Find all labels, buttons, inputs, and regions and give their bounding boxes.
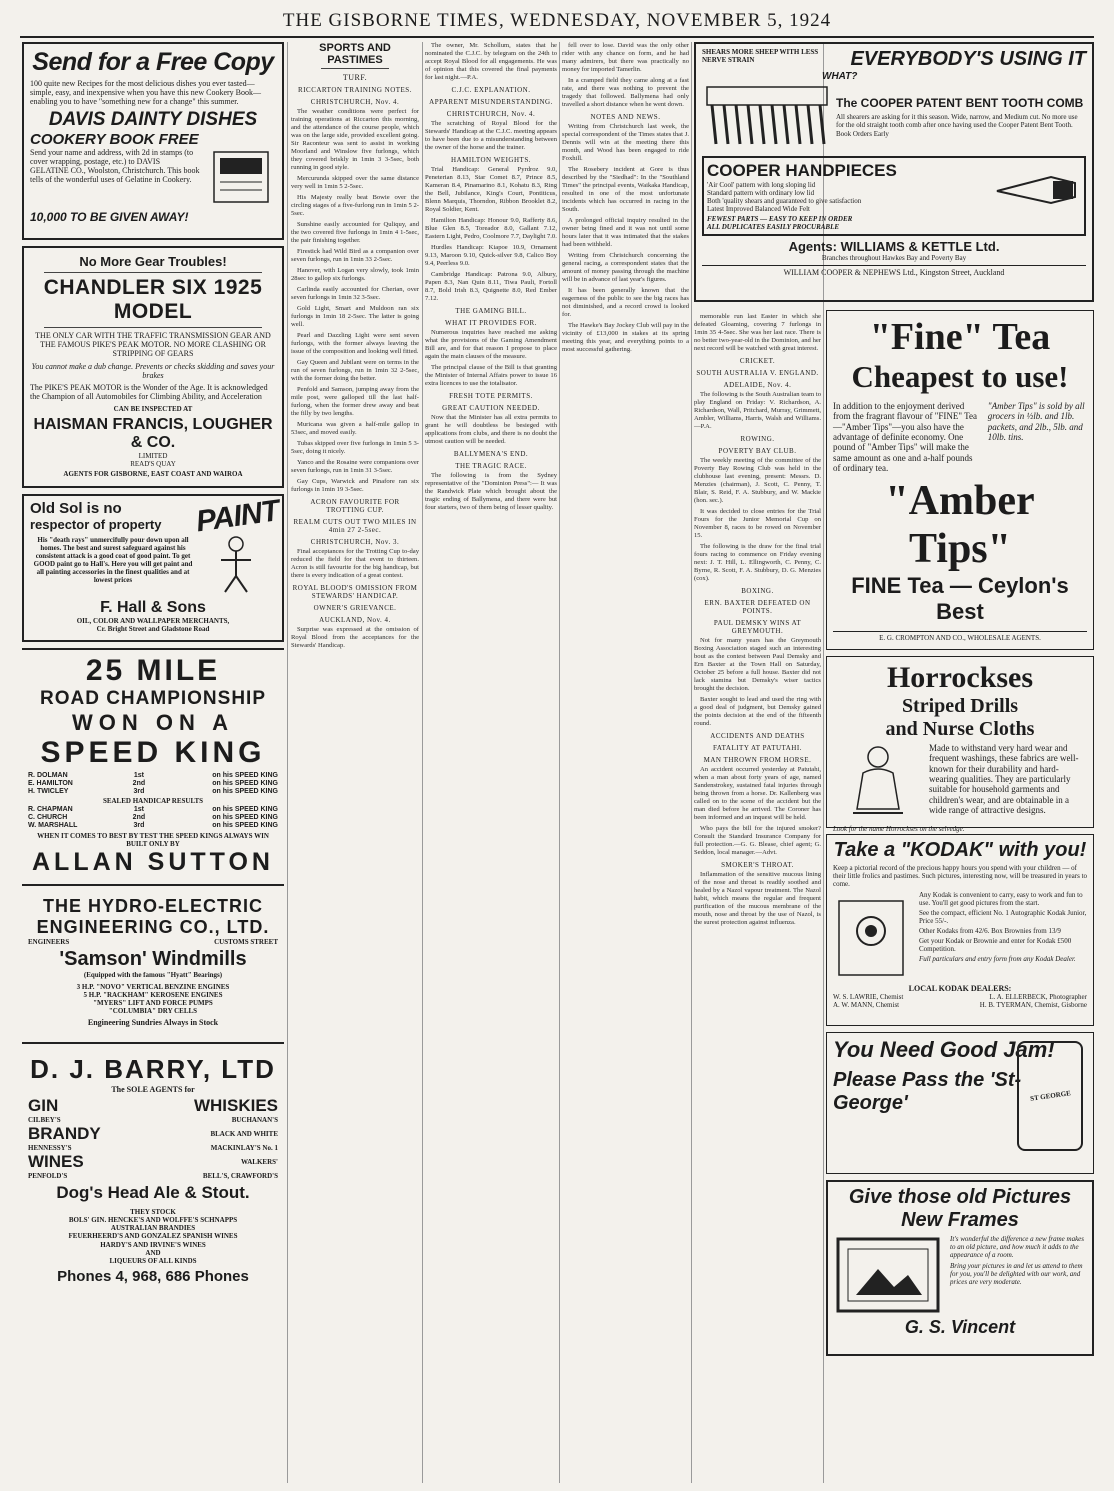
column-1 bbox=[22, 42, 284, 1483]
masthead bbox=[20, 8, 1094, 38]
paint-ad: Old Sol is no respector of property His "death rays" unmercifully pour down upon all homes. The best and surest safeguard against his consistent attack is a good coat of good paint. To get GOOD paint go to Hall's. Here you will get paint and all painting accessories in the finest qualities and at lowest prices PAINT F. Hall & Sons OIL, COLOR AND WALLPAPER MERCHANTS, Cr. Bright Street and Gladstone Road bbox=[22, 494, 284, 642]
davis-ad: Send for a Free Copy 100 quite new Recipes for the most delicious dishes you ever tasted— simple, easy, and inexpensive when you have this new Cookery Book— enabling you to have "something new for a change" this summer. DAVIS DAINTY DISHES COOKERY BOOK FREE Send your name and address, with 2d in stamps (to cover wrapping, postage, etc.) to DAVIS GELATINE CO., Woolston, Christchurch. This book tells of the wonderful uses of Gelatine in Cookery. 10,000 TO BE GIVEN AWAY! bbox=[22, 42, 284, 240]
tea-ad: "Fine" Tea Cheapest to use! In addition to the enjoyment derived from the fragrant flavour of "FINE" Tea—"Amber Tips"—you also have the advantage of definite economy. One pound of "Amber Tips" will make the same amount as one and a-half pounds of ordinary tea. "Amber Tips" is sold by all grocers in ½lb. and 1lb. packets, and 2lb., 5lb. and 10lb. tins. "Amber Tips" FINE Tea — Ceylon's Best E. G. CROMPTON AND CO., WHOLESALE AGENTS. bbox=[826, 310, 1094, 650]
speed-result-row: R. DOLMAN 1st on his SPEED KING bbox=[28, 772, 278, 779]
chandler-ad: No More Gear Troubles! CHANDLER SIX 1925 MODEL THE ONLY CAR WITH THE TRAFFIC TRANSMISSION GEAR AND THE FAMOUS PIKE'S PEAK MOTOR. NO MORE CLASHING OR STRIPPING OF GEARS You cannot make a dub change. Prevents or checks skidding and saves your brakes The PIKE'S PEAK MOTOR is the Wonder of the Age. It is acknowledged the Champion of all Automobiles for Climbing Ability, and Acceleration CAN BE INSPECTED AT HAISMAN FRANCIS, LOUGHER & CO. LIMITED READ'S QUAY AGENTS FOR GISBORNE, EAST COAST AND WAIROA bbox=[22, 246, 284, 488]
child-figure-icon bbox=[833, 743, 923, 823]
kodak-ad: Take a "KODAK" with you! Keep a pictorial record of the precious happy hours you spend with your children — of their little frolics and pastimes. Such pictures, interesting now, will be treasured in years to come. Any Kodak is convenient to carry, easy to work and fun to use. You'll get good pictures from the start. See the compact, efficient No. 1 Autographic Kodak Junior, Price 55/-. Other Kodaks from 42/6. Box Brownies from 13/9 Get your Kodak or Brownie and enter for Kodak £500 Competition. Full particulars and entry form from any Kodak Dealer. LOCAL KODAK DEALERS: W. S. LAWRIE, Chemist L. A. ELLERBECK, Photographer A. W. MANN, Chemist H. B. TYERMAN, Chemist, Gisborne bbox=[826, 834, 1094, 1026]
column-5: memorable run last Easter in which she defeated Gloaming, covering 7 furlongs in 1min 35 4-5sec. She was her last race. There is no better two-year-old in the Dominion, and her next record will be watched with great interest. CRICKET. SOUTH AUSTRALIA V. ENGLAND. ADELAIDE, Nov. 4. The following is the South Australian team to play England on Friday: V. Richardson, A. Richardson, Wall, Pritchard, Murray, Grimmett, Ambler, Williams, Harris, Walsh and Williams.—P.A. ROWING. POVERTY BAY CLUB. The weekly meeting of the committee of the Poverty Bay Rowing Club was held in the clubhouse last evening, present: Messrs. D. Menzies (chairman), J. Scott, C. Penny, T. Blair, S. Reid, F. A. Stubbury, and W. Mackie (hon. sec.). It was decided to close entries for the Trial Fours for the Junior Memorial Cup on November 8, races to be rowed on November 15. The following is the draw for the final trial fours racing to commence on Friday evening next: J. T. Hill, L. Ellingworth, C. Penny, C. Byrne, R. Scott, F. A. Stubbury, D. G. Menzies (cox). BOXING. ERN. BAXTER DEFEATED ON POINTS. PAUL DEMSKY WINS AT GREYMOUTH. Not for many years has the Greymouth Boxing Association staged such an interesting bout as the contest between Paul Demsky and Ern Baxter at the Town Hall on Saturday, October 25 before a full house. Baxter did not lack stamina but Demsky's wiser tactics brought the decision. Baxter sought to lead and used the ring with a good deal of judgment, but Demsky gained the points decision at the end of the fifteenth round. ACCIDENTS AND DEATHS FATALITY AT PATUTAHI. MAN THROWN FROM HORSE. An accident occurred yesterday at Patutahi, when a man about forty years of age, named Sandenstrokey, sustained fatal injuries through being thrown from a horse. Dr. Kallenberg was called on to the scene of the accident but the man died before he arrived. The Coroner has been informed and an inquest will be held. Who pays the bill for the injured smoker? Consult the Standard Insurance Company for full protection.—G. G. Blease, chief agent; G. Seddon, local manager.—Advt. SMOKER'S THROAT. Inflammation of the sensitive mucous lining of the nose and throat is readily soothed and healed by a Nazol vapour treatment. The Nazol habit, which means the regular and frequent purification of the mucous membrane of the mouth, nose and throat by the use of Nazol, is the surest protection against influenza. bbox=[694, 313, 821, 926]
paint-word: PAINT bbox=[194, 494, 281, 539]
comb-icon bbox=[702, 82, 832, 152]
speed-result-row: R. CHAPMAN 1st on his SPEED KING bbox=[28, 806, 278, 814]
davis-headline: Send for a Free Copy bbox=[32, 48, 274, 76]
kodak-camera-icon bbox=[833, 891, 913, 981]
speed-result-row: C. CHURCH 2nd on his SPEED KING bbox=[28, 814, 278, 822]
speed-king-ad: 25 MILE ROAD CHAMPIONSHIP WON ON A SPEED KING R. DOLMAN 1st on his SPEED KING E. HAMILTON 2nd on his SPEED KING H. TWICLEY 3rd on his SPEED KING SEALED HANDICAP RESULTS R. CHAPMAN 1st on his SPEED KING C. CHURCH 2nd on his SPEED KING W. MARSHALL 3rd on his SPEED KING WHEN IT COMES TO BEST BY TEST THE SPEED KINGS ALWAYS WIN BUILT ONLY BY ALLAN SUTTON bbox=[22, 648, 284, 886]
sports-header: SPORTS AND PASTIMES bbox=[319, 42, 391, 66]
column-sports: SPORTS AND PASTIMES TURF. RICCARTON TRAINING NOTES. CHRISTCHURCH, Nov. 4. The weather conditions were perfect for training operations at Riccarton this morning, and the attendance of the course people, which was on the large side, provided excellent going. Sir Raconteur was sent to assist in working Moorland and Winslow five furlongs, which they covered briskly in 1min 3 3-5sec, both running in good style. Mercurunda skipped over the same distance very well in 1min 5 2-5sec. His Majesty really beat Bowie over the circling stages of a five-furlong run in 1min 5 2-5sec. Sunshine easily accounted for Quliquy, and the two covered five furlongs in 1min 4 1-5sec, the pair finishing together. Firestick had Wild Bird as a companion over seven furlongs, run in 1min 33 2-5sec. Hanover, with Logan very slowly, took 1min 28sec to gallop six furlongs. Carlinda easily accounted for Cherian, over seven furlongs in 1min 32 3-5sec. Gold Light, Smart and Muldoon ran six furlongs in 1min 18 2-5sec. The latter is going well. Pearl and Dazzling Light were sent seven furlongs, with the former always leaving the issue of the composition and looking well fitted. Gay Queen and Jubilant were on terms in the run of seven furlongs, run in 1min 32 2-5sec, with the former doing the better. Penfold and Samson, jumping away from the mile post, were galloped till the last half-furlong, when the former drew away and beat the filly by two lengths. Muricana was given a half-mile gallop in 53sec, and moved easily. Tubas skipped over five furlongs in 1min 5 3-5sec, doing it nicely. Yanco and the Rosaine were companions over seven furlongs, run in 1min 31 3-5sec. Gay Cups, Warwick and Pinafore ran six furlongs in 1min 19 3-5sec. ACRON FAVOURITE FOR TROTTING CUP. REALM CUTS OUT TWO MILES IN 4min 27 2-5sec. CHRISTCHURCH, Nov. 3. Final acceptances for the Trotting Cup to-day reduced the field for that event to thirteen. Acron is still favourite for the big handicap, but there is every indication of a great contest. ROYAL BLOOD'S OMISSION FROM STEWARDS' HANDICAP. OWNER'S GRIEVANCE. AUCKLAND, Nov. 4. Surprise was expressed at the omission of Royal Blood from the acceptances for the Stewards' Handicap. bbox=[291, 42, 419, 649]
speed-result-row: E. HAMILTON 2nd on his SPEED KING bbox=[28, 780, 278, 788]
column-3: The owner, Mr. Schollum, states that he nominated the C.J.C. by telegram on the 24th to accept Royal Blood for all engagements. He was of opinion that this covered the final payments for last night.—P.A. C.J.C. EXPLANATION. APPARENT MISUNDERSTANDING. CHRISTCHURCH, Nov. 4. The scratching of Royal Blood for the Stewards' Handicap at the C.J.C. meeting appears to have been due to a misunderstanding between the owner of the horse and the trainer. HAMILTON WEIGHTS. Trial Handicap: General Pyrdroz 9.0, Peneterian 8.13, Star Comet 8.7, Prince 8.5, Kameran 8.4, Pinamarino 8.1, Kohatu 8.3, Ring the Bell, Jubilance, King's Court, Pontiticus, Blenn Marquis, Thorndon, Ribbon Brooklet 8.2, Royal Soldier, Kent. Hamilton Handicap: Honour 9.0, Rafferty 8.6, Blue Glen 8.5, Toreador 8.0, Gallant 7.12, Eastern Light, Pedro, Coolmore 7.7, Daylight 7.0. Hurdles Handicap: Kiapoe 10.9, Ornament 9.13, Maroon 9.10, Quick-silver 9.8, Calico Boy 9.4, Peerless 9.0. Cambridge Handicap: Patrona 9.0, Albury, Papen 8.3, Nan Quin 8.11, Tiwa Pauli, Fortoll 8.7, Bold Irish 8.3, Quignette 8.0, Red Ember 7.12. THE GAMING BILL. WHAT IT PROVIDES FOR. Numerous inquiries have reached me asking what the provisions of the Gaming Amendment Bill are, and for that reason I propose to place again the main clauses of the measure. The principal clause of the Bill is that granting the Minister of Internal Affairs power to issue 16 extra licences to use the totalisator. FRESH TOTE PERMITS. GREAT CAUTION NEEDED. Now that the Minister has all extra permits to grant he will doubtless be besieged with applications from clubs, and there is no doubt the utmost caution will be needed. BALLYMENA'S END. THE TRAGIC RACE. The following is from the Sydney representative of the "Dominion Press":— It was the Randwick Plate which brought about the tragic ending of Ballymena, and there were but four starters, two of them being of lesser quality. bbox=[425, 42, 557, 511]
barry-ad: D. J. BARRY, LTD The SOLE AGENTS for GIN WHISKIES CILBEY'S BUCHANAN'S BRANDY BLACK AND WHITE HENNESSY'S MACKINLAY'S No. 1 WINES WALKERS' PENFOLD'S BELL'S, CRAWFORD'S Dog's Head Ale & Stout. THEY STOCK BOLS' GIN. HENCKE'S AND WOLFFE'S SCHNAPPS AUSTRALIAN BRANDIES FEUERHEERD'S AND GONZALEZ SPANISH WINES HARDY'S AND IRVINE'S WINES AND LIQUEURS OF ALL KINDS Phones 4, 968, 686 Phones bbox=[28, 1054, 278, 1285]
horrockses-ad: Horrockses Striped Drills and Nurse Cloths Made to withstand very hard wear and frequent washings, these fabrics are well-known for their durability and hard-wearing qualities. They are particularly suitable for household garments and children's wear, and are obtainable in a wide range of attractive designs. Look for the name Horrockses on the selvedge. bbox=[826, 656, 1094, 828]
jam-ad: You Need Good Jam! Please Pass the 'St-George' ST GEORGE bbox=[826, 1032, 1094, 1174]
cooper-ad: SHEARS MORE SHEEP WITH LESS NERVE STRAIN EVERYBODY'S USING IT WHAT? The COOPER PATENT BENT TOOTH COMB All shearers are asking for it this season. Wide, narrow, and Medium cut. No more use for the old straight tooth comb after once having used the Cooper Patent Bent Tooth. Book Orders Early COOPER HANDPIECES 'Air Cool' pattern with long sloping lid Standard pattern with ordinary low lid Both 'quality shears and guaranteed to give satisfaction Latest Improved Balanced Wide Felt FEWEST PARTS — EASY TO KEEP IN ORDER ALL DUPLICATES EASILY PROCURABLE Agents: WILLIAMS & KETTLE Ltd. Branches throughout Hawkes Bay and Poverty Bay WILLIAM COOPER & NEPHEWS Ltd., Kingston Street, Auckland bbox=[694, 42, 1094, 304]
masthead-title: THE GISBORNE TIMES, WEDNESDAY, NOVEMBER 5, 1924 bbox=[282, 10, 832, 31]
picture-frame-icon bbox=[834, 1235, 944, 1315]
column-4: fell over to lose. David was the only other rider with any chance on form, and he had many admirers, but there was practically no money for imported Tamerlin. In a cramped field they came along at a fast rate, and there was nothing to prevent the tragedy that followed. Ballymena had only travelled a short distance when he went down. NOTES AND NEWS. Writing from Christchurch last week, the special correspondent of the Times states that J. Dennis will win at the meeting there this month, and Wood has been engaged to ride Foxhill. The Rosebery incident at Gore is thus described by the "Siedhad": In the "Southland Times" the principal events, Waikaka Handicap, resulted in one of the most unfortunate incidents which has occurred in racing in the South. A prolonged official inquiry resulted in the owner being fined and it was not until some hours later that it was intimated that the stakes had been withheld. Writing from Christchurch concerning the general racing, a correspondent states that the amount of money passing through the machine will be in advance of last year's figures. It has been generally known that the eagerness of the public to see the big races has not diminished, and a record crowd is looked for. The Hawke's Bay Jockey Club will pay in the vicinity of £13,000 in stakes at its spring meeting this year, and everything points to a most successful gathering. bbox=[562, 42, 689, 353]
speed-result-row: H. TWICLEY 3rd on his SPEED KING bbox=[28, 788, 278, 796]
jam-jar: ST GEORGE bbox=[1017, 1041, 1083, 1151]
handpiece-icon bbox=[991, 161, 1081, 217]
frames-ad: Give those old Pictures New Frames It's wonderful the difference a new frame makes to an old picture, and how much it adds to the appearance of a room. Bring your pictures in and let us attend to them for you, you'll be delighted with our work, and prices are very moderate. G. S. Vincent bbox=[826, 1180, 1094, 1356]
painter-figure-icon bbox=[201, 534, 271, 594]
speed-result-row: W. MARSHALL 3rd on his SPEED KING bbox=[28, 822, 278, 830]
gelatine-packet-icon bbox=[206, 148, 276, 208]
hydro-ad: THE HYDRO-ELECTRIC ENGINEERING CO., LTD. ENGINEERS CUSTOMS STREET 'Samson' Windmills (Equipped with the famous "Hyatt" Bearings) 3 H.P. "NOVO" VERTICAL BENZINE ENGINES 5 H.P. "RACKHAM" KEROSENE ENGINES "MYERS" LIFT AND FORCE PUMPS "COLUMBIA" DRY CELLS Engineering Sundries Always in Stock bbox=[22, 892, 284, 1044]
column-6 bbox=[826, 310, 1094, 1483]
